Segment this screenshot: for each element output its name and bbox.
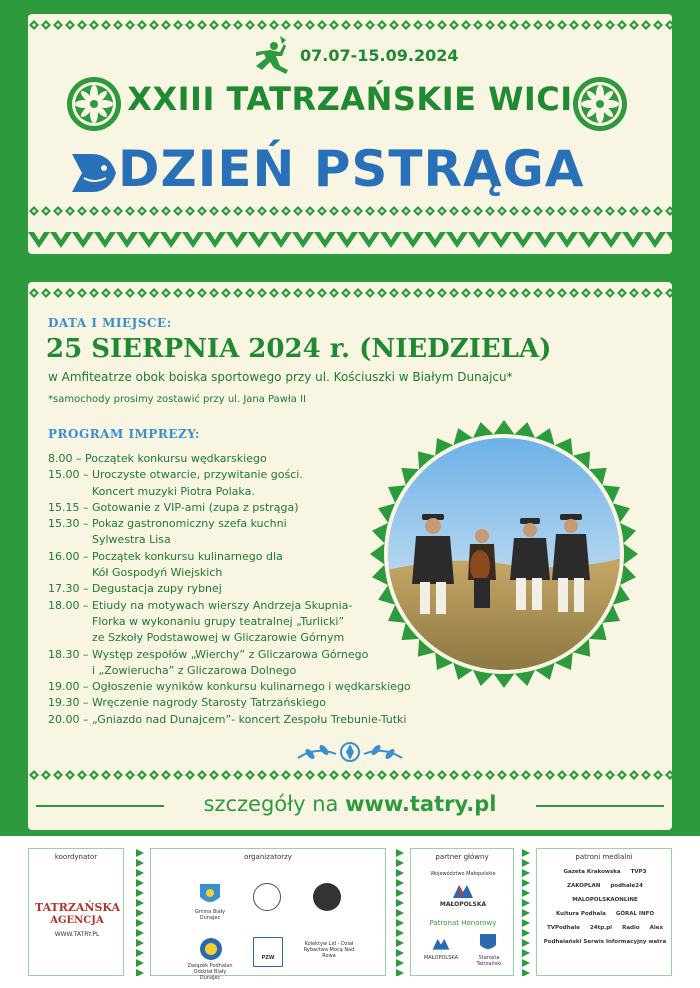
partner-box	[410, 848, 514, 976]
program-item: 18.00 – Etiudy na motywach wierszy Andrzeja Skupnia-	[48, 598, 353, 612]
zigzag-divider-2	[394, 848, 406, 976]
program-item: 19.30 – Wręczenie nagrody Starosty Tatrzańskiego	[48, 696, 326, 710]
details-prefix: szczegóły na	[203, 792, 346, 816]
coordinator-box	[28, 848, 124, 976]
media-logo: Kultura Podhala	[555, 911, 606, 917]
details-line	[36, 790, 664, 820]
partner-name: MAŁOPOLSKA	[439, 901, 487, 908]
malopolska-small-icon	[431, 935, 451, 951]
media-logo: Radio	[622, 925, 640, 931]
malopolska-logo-icon	[451, 881, 475, 899]
festival-dates: 07.07-15.09.2024	[300, 46, 459, 65]
media-logo: podhale24	[610, 883, 643, 889]
program-item: Sylwestra Lisa	[92, 533, 171, 547]
event-date: 25 SIERPNIA 2024 r. (NIEDZIELA)	[46, 334, 552, 364]
program-item: 15.00 – Uroczyste otwarcie, przywitanie gości.	[48, 468, 303, 482]
program-item: 17.30 – Degustacja zupy rybnej	[48, 582, 222, 596]
details-text	[36, 792, 664, 816]
diamond-border-header-bottom	[28, 204, 672, 218]
pzw-logo	[253, 937, 283, 967]
festival-title: XXIII TATRZAŃSKIE WICI	[127, 80, 573, 118]
coordinator-logo-name-2: AGENCJA	[50, 915, 104, 926]
partner-label: partner główny	[435, 853, 489, 861]
honor-label: Patronat Honorowy	[429, 919, 497, 927]
parking-note: *samochody prosimy zostawić przy ul. Jana Pawła II	[48, 394, 306, 405]
program-label: PROGRAM IMPREZY:	[48, 427, 200, 441]
media-logo: Gazeta Krakowska	[563, 869, 621, 875]
date-label: DATA I MIEJSCE:	[48, 316, 172, 330]
org-round-logo-1	[253, 883, 281, 911]
program-item: 15.30 – Pokaz gastronomiczny szefa kuchni	[48, 517, 287, 531]
program-item: Kół Gospodyń Wiejskich	[92, 566, 223, 580]
musicians-photo	[370, 404, 638, 704]
diamond-border-top	[28, 18, 672, 32]
org-zwiazek: Związek Podhalan Oddział Biały Dunajec	[187, 963, 233, 981]
coordinator-url: WWW.TATRY.PL	[54, 931, 100, 938]
zigzag-divider-1	[134, 848, 146, 976]
program-item: ze Szkoły Podstawowej w Gliczarowie Górnym	[92, 631, 345, 645]
partner-sub: Województwo Małopolskie	[430, 871, 496, 877]
zwiazek-crest-icon	[199, 937, 223, 961]
program-item: Koncert muzyki Piotra Polaka.	[92, 484, 255, 498]
gmina-crest-icon	[199, 883, 221, 907]
program-item: 19.00 – Ogłoszenie wyników konkursu kulinarnego i wędkarskiego	[48, 680, 411, 694]
honor-2: Starosta Tatrzański	[476, 955, 502, 967]
floral-ornament-icon	[296, 740, 404, 768]
program-item: 8.00 – Początek konkursu wędkarskiego	[48, 452, 267, 465]
diamond-border-main-bottom	[28, 768, 672, 782]
organizers-label: organizatorzy	[244, 853, 292, 861]
media-logo: TVP3	[630, 869, 647, 875]
program-item: Florka w wykonaniu grupy teatralnej „Turlicki”	[92, 614, 345, 628]
org-pzw: PZW	[261, 955, 275, 961]
program-item: 16.00 – Początek konkursu kulinarnego dla	[48, 549, 283, 563]
details-url-link[interactable]: www.tatry.pl	[345, 792, 497, 816]
media-logos	[541, 867, 669, 947]
sponsor-area	[0, 836, 700, 988]
zigzag-border	[28, 226, 672, 254]
event-venue: w Amfiteatrze obok boiska sportowego przy ul. Kościuszki w Białym Dunajcu*	[48, 370, 513, 384]
program-item: 18.30 – Występ zespołów „Wierchy” z Gliczarowa Górnego	[48, 647, 369, 661]
torch-runner-icon	[250, 34, 296, 78]
honor-1: MAŁOPOLSKA	[423, 955, 458, 961]
program-item: 15.15 – Gotowanie z VIP-ami (zupa z pstrąga)	[48, 500, 299, 514]
media-label: patroni medialni	[575, 853, 633, 861]
diamond-border-main-top	[28, 286, 672, 300]
program-item: i „Zowierucha” z Gliczarowa Dolnego	[92, 663, 297, 677]
media-logo: Alex	[649, 925, 664, 931]
media-logo: ZAKOPLAN	[567, 883, 601, 889]
organizers-box	[150, 848, 386, 981]
media-logo: TVPodhale	[546, 925, 580, 931]
coordinator-logo-name: TATRZAŃSKA	[35, 901, 121, 914]
org-text: Kolektyw Lid - Dział Rybactwa Mocą Nad Rowa	[303, 941, 355, 959]
media-logo: Podhalański Serwis Informacyjny watra	[543, 939, 667, 945]
org-round-logo-2	[313, 883, 341, 911]
media-logo: GÓRAL INFO	[615, 911, 654, 917]
fish-icon	[70, 148, 120, 198]
program-item: 20.00 – „Gniazdo nad Dunajcem”- koncert Zespołu Trebunie-Tutki	[48, 712, 407, 726]
starosta-crest-icon	[479, 933, 497, 953]
event-title: DZIEŃ PSTRĄGA	[118, 140, 585, 198]
org-gmina: Gmina Biały Dunajec	[194, 909, 226, 921]
media-logo: 24tp.pl	[589, 925, 613, 931]
zigzag-divider-3	[520, 848, 532, 976]
media-box	[536, 848, 672, 976]
coordinator-label: koordynator	[54, 853, 98, 861]
media-logo: MALOPOLSKAONLINE	[572, 897, 638, 903]
